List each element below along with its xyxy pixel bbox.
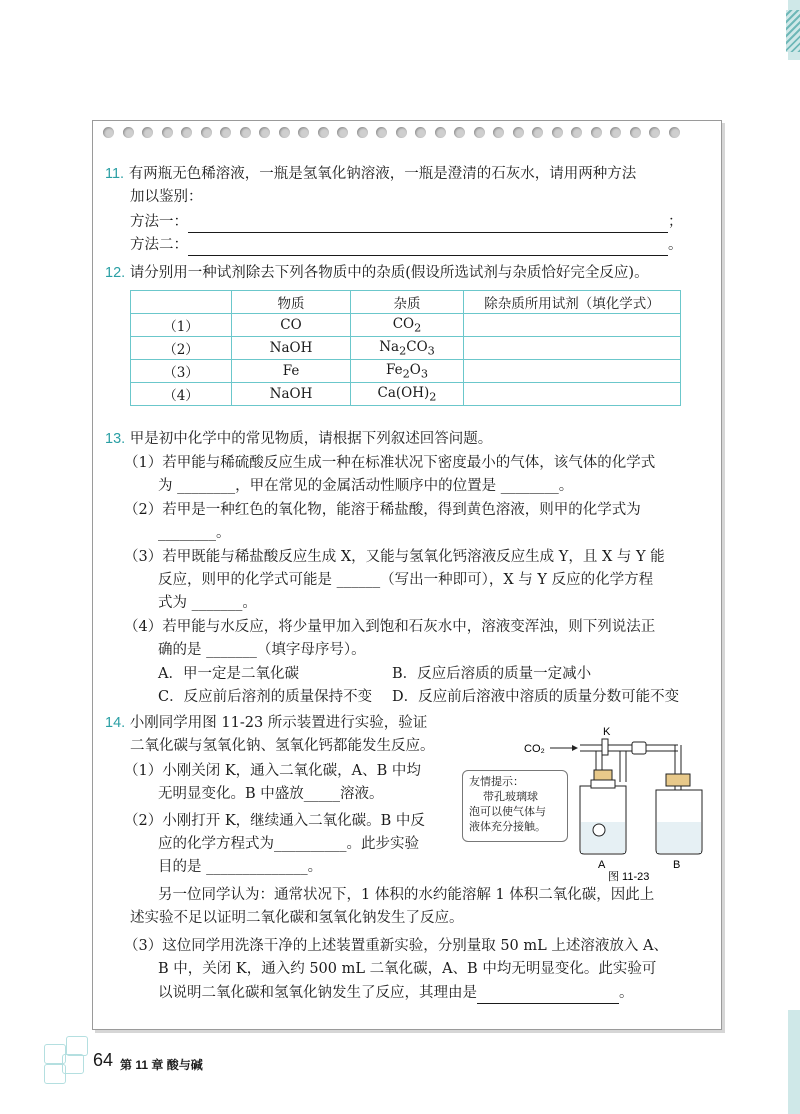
q14-part2a: （2）小刚打开 K，继续通入二氧化碳。B 中反 (124, 813, 425, 829)
row-reagent-blank[interactable] (464, 360, 681, 383)
solution-b (657, 822, 701, 853)
q14-part3c: 以说明二氧化碳和氢氧化钠发生了反应，其理由是 。 (158, 982, 634, 1004)
edge-tab-top (788, 0, 800, 60)
glass-bulb-icon (593, 824, 605, 836)
q14-line1: 14. 小刚同学用图 11-23 所示装置进行实验，验证 (105, 715, 428, 731)
q11-text2: 加以鉴别： (130, 189, 203, 205)
q13-part1b: 为 ________，甲在常见的金属活动性顺序中的位置是 ________。 (158, 478, 574, 494)
valve-k-label: K (603, 726, 611, 738)
row-index: （2） (131, 337, 232, 360)
valve-k-icon (602, 739, 608, 755)
table-header-cell: 物质 (232, 291, 351, 314)
table-header-cell (131, 291, 232, 314)
q11-method1: 方法一： ； (130, 211, 683, 233)
impurity-table (130, 290, 681, 406)
hint-line: 带孔玻璃球 (483, 790, 538, 803)
row-impurity: $Fe_2O_3$ (351, 360, 464, 383)
q13-option-b: B．反应后溶质的质量一定减小 (392, 666, 592, 682)
q14-part2b: 应的化学方程式为__________。此步实验 (158, 836, 419, 852)
q13-part2a: （2）若甲是一种红色的氧化物，能溶于稀盐酸，得到黄色溶液，则甲的化学式为 (124, 502, 641, 518)
q13-part2b: ________。 (158, 525, 231, 541)
bottle-b-label: B (673, 859, 681, 871)
page-number: 64 (93, 1050, 114, 1070)
table-row (131, 383, 681, 406)
q12-text: 12. 请分别用一种试剂除去下列各物质中的杂质(假设所选试剂与杂质恰好完全反应)。 (105, 265, 649, 281)
q11-text: 11. 有两瓶无色稀溶液，一瓶是氢氧化钠溶液，一瓶是澄清的石灰水，请用两种方法 (105, 166, 637, 182)
row-impurity: $Na_2CO_3$ (351, 337, 464, 360)
hint-line: 液体充分接触。 (469, 820, 546, 833)
figure-caption: 图 11-23 (608, 871, 650, 882)
q13-option-a: A．甲一定是二氧化碳 (158, 666, 299, 682)
table-header-cell: 除杂质所用试剂（填化学式） (464, 291, 681, 314)
edge-tab-bottom (788, 1010, 800, 1114)
row-substance: NaOH (232, 337, 351, 360)
hint-line: 泡可以使气体与 (469, 805, 546, 818)
hint-title: 友情提示： (469, 775, 524, 788)
co2-label: CO₂ (524, 743, 545, 755)
q13-option-d: D．反应前后溶液中溶质的质量分数可能不变 (392, 689, 680, 705)
apparatus-figure (520, 722, 720, 882)
row-index: （4） (131, 383, 232, 406)
arrow-head-icon (572, 745, 578, 751)
table-row (131, 314, 681, 337)
row-index: （3） (131, 360, 232, 383)
stopper-b (666, 774, 690, 786)
row-index: （1） (131, 314, 232, 337)
chapter-title: 第 11 章 酸与碱 (120, 1058, 203, 1072)
q13-part1a: （1）若甲能与稀硫酸反应生成一种在标准状况下密度最小的气体，该气体的化学式 (124, 455, 656, 471)
row-impurity: $CO_2$ (351, 314, 464, 337)
table-row (131, 337, 681, 360)
row-reagent-blank[interactable] (464, 383, 681, 406)
row-impurity: $Ca(OH)_2$ (351, 383, 464, 406)
binder-rings (103, 127, 680, 141)
row-substance: Fe (232, 360, 351, 383)
rubber-joint (632, 742, 646, 754)
bottle-a-neck (591, 780, 615, 788)
bottle-a-label: A (598, 859, 606, 871)
q13-part3c: 式为 _______。 (158, 595, 257, 611)
table-header-cell: 杂质 (351, 291, 464, 314)
q14-other-2: 述实验不足以证明二氧化碳和氢氧化钠发生了反应。 (130, 910, 464, 926)
q14-part3b: B 中，关闭 K，通入约 500 mL 二氧化碳，A、B 中均无明显变化。此实验可 (158, 961, 657, 977)
q14-part1a: （1）小刚关闭 K，通入二氧化碳，A、B 中均 (124, 763, 421, 779)
q11-method2: 方法二： 。 (130, 234, 683, 256)
row-substance: CO (232, 314, 351, 337)
table-header-row (131, 291, 681, 314)
q13-option-c: C．反应前后溶剂的质量保持不变 (158, 689, 373, 705)
q14-part3a: （3）这位同学用洗涤干净的上述装置重新实验，分别量取 50 mL 上述溶液放入 A、 (124, 938, 668, 954)
row-reagent-blank[interactable] (464, 314, 681, 337)
table-row (131, 360, 681, 383)
q14-other-1: 另一位同学认为：通常状况下，1 体积的水约能溶解 1 体积二氧化碳，因此上 (158, 887, 655, 903)
row-reagent-blank[interactable] (464, 337, 681, 360)
q14-line2: 二氧化碳与氢氧化钠、氢氧化钙都能发生反应。 (130, 738, 435, 754)
q14-part2c: 目的是 ______________。 (158, 859, 323, 875)
q13-text: 13. 甲是初中化学中的常见物质，请根据下列叙述回答问题。 (105, 431, 493, 447)
q14-part1b: 无明显变化。B 中盛放_____溶液。 (158, 786, 384, 802)
q13-part3a: （3）若甲既能与稀盐酸反应生成 X，又能与氢氧化钙溶液反应生成 Y，且 X 与 Y 能 (124, 549, 665, 565)
q13-part4a: （4）若甲能与水反应，将少量甲加入到饱和石灰水中，溶液变浑浊，则下列说法正 (124, 619, 656, 635)
q13-part4b: 确的是 _______（填字母序号）。 (158, 642, 366, 658)
q13-part3b: 反应，则甲的化学式可能是 ______（写出一种即可），X 与 Y 反应的化学方程 (158, 572, 654, 588)
row-substance: NaOH (232, 383, 351, 406)
